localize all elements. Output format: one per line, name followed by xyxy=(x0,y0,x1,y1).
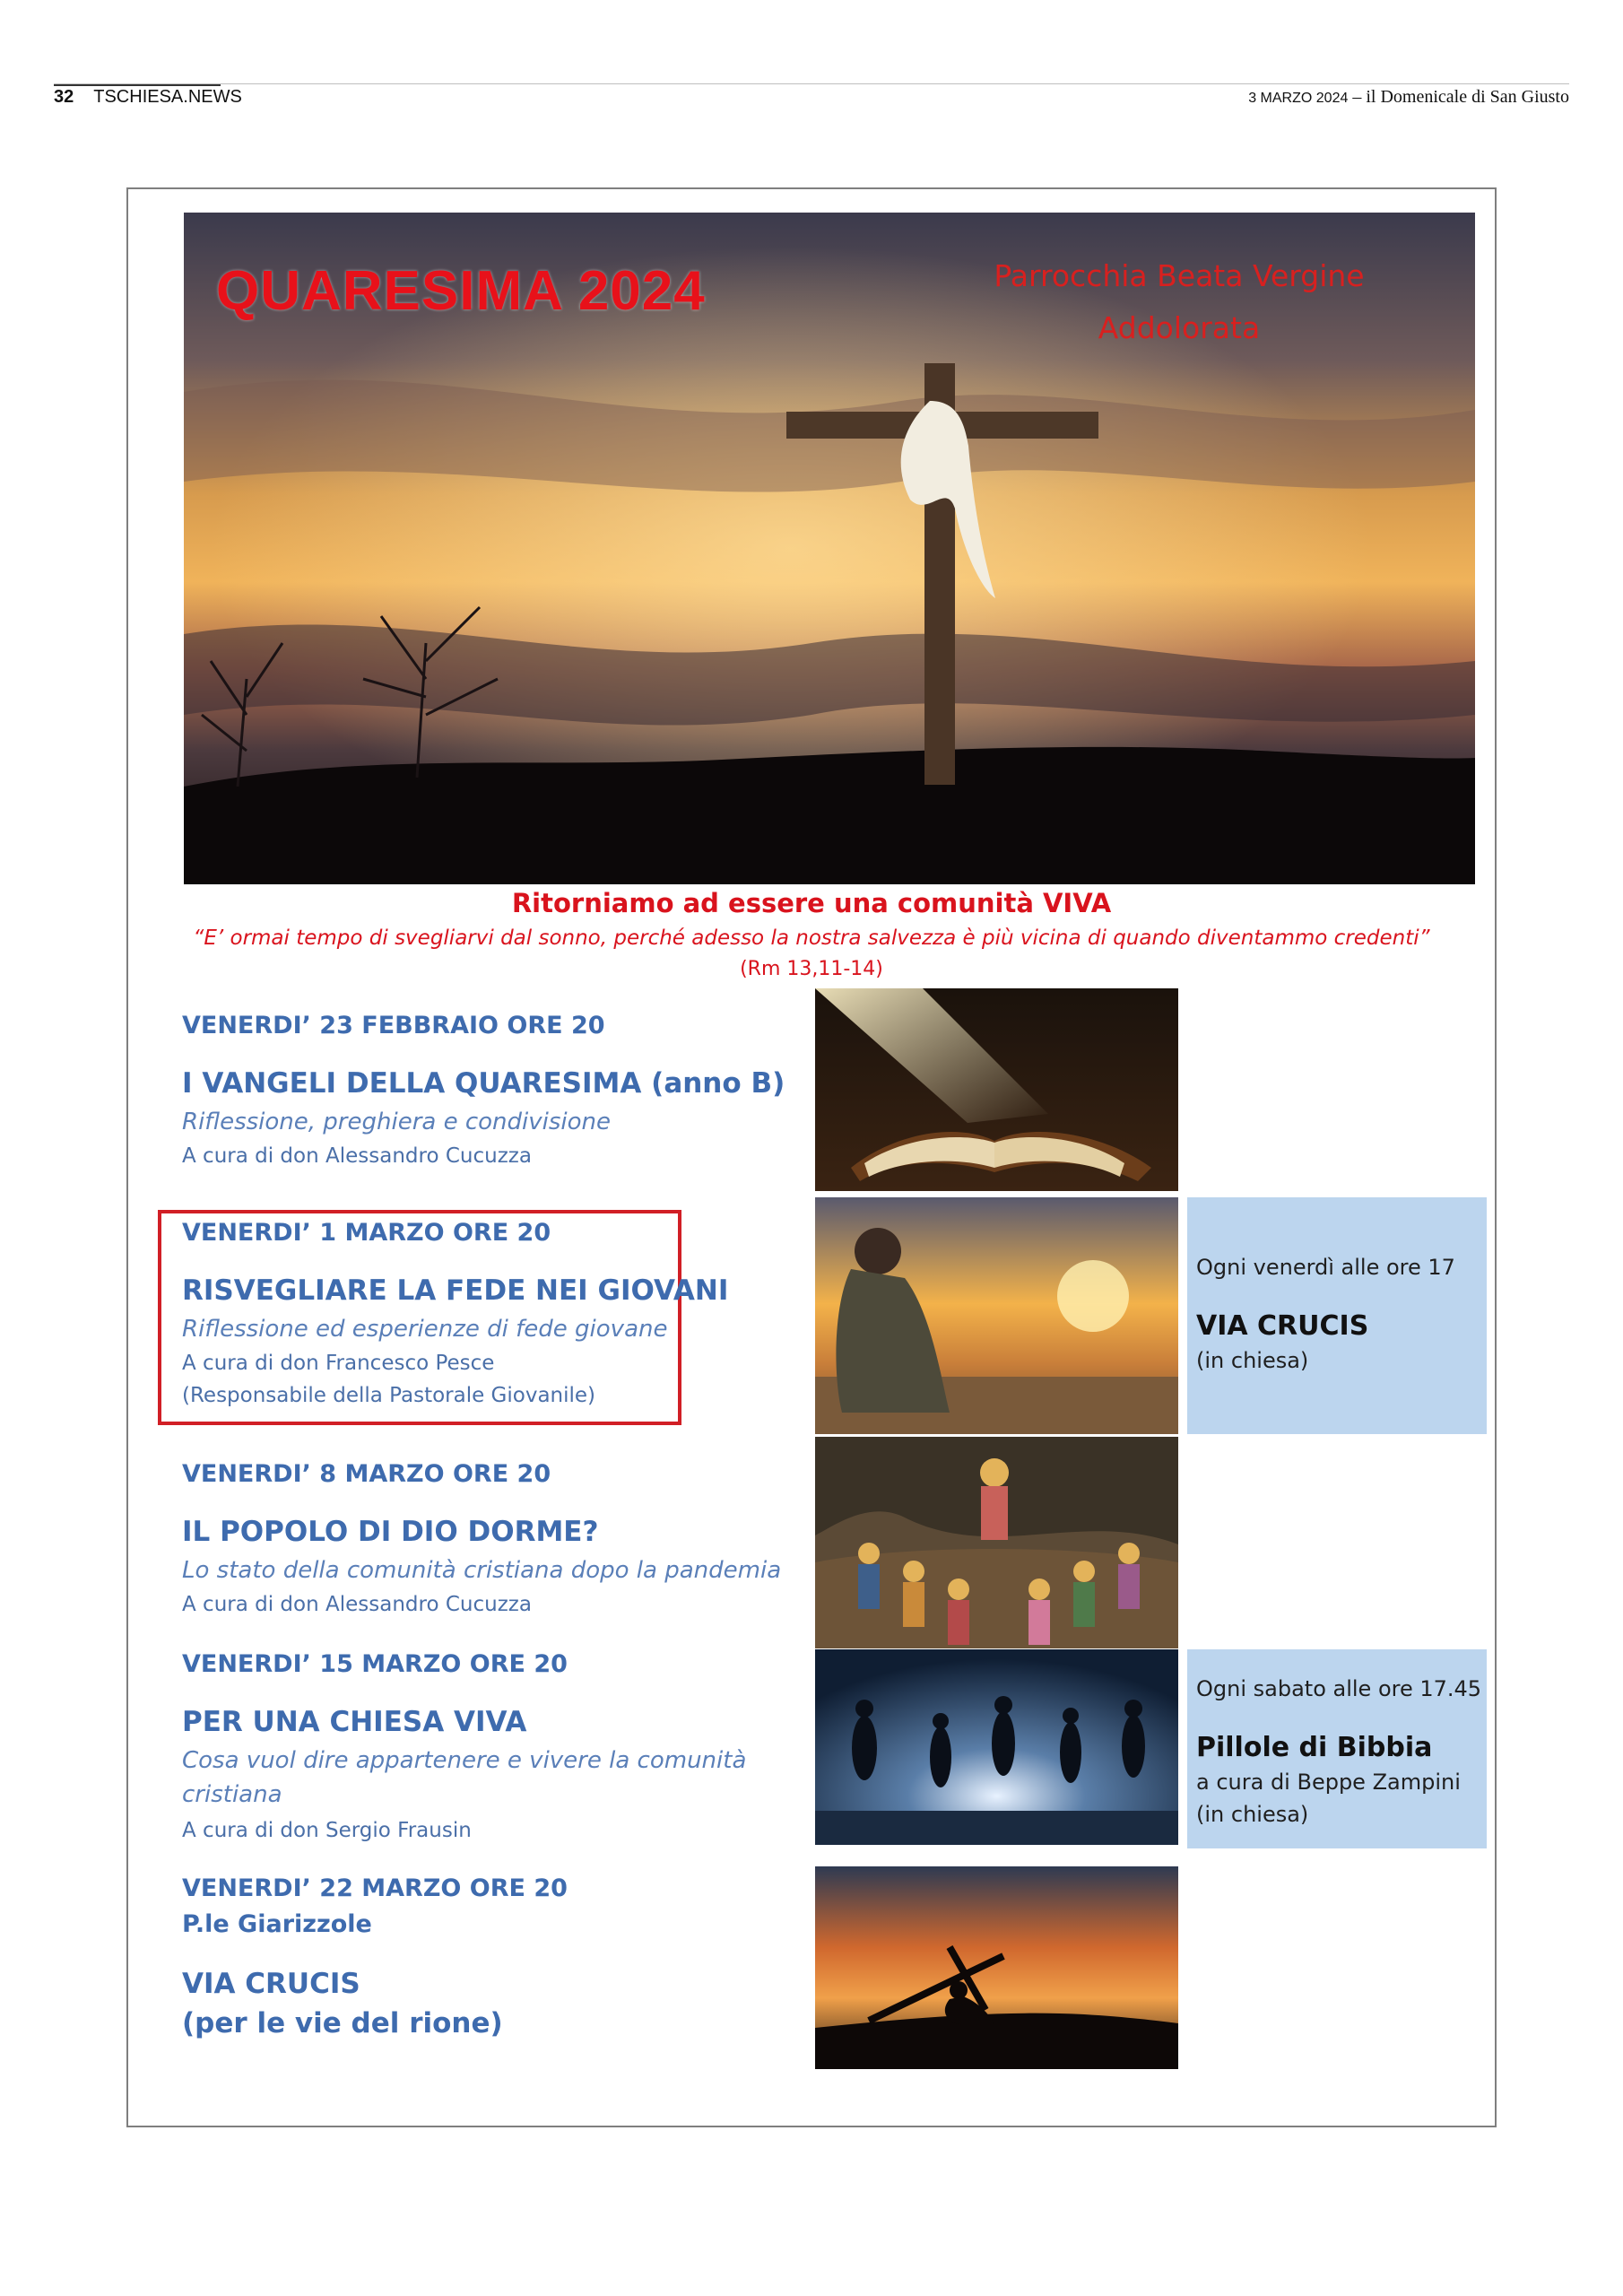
event-title-subtitle: (per le vie del rione) xyxy=(182,2007,503,2039)
parish-name-line1: Parrocchia Beata Vergine xyxy=(994,258,1365,293)
issue-date: 3 MARZO 2024 xyxy=(1248,91,1349,106)
thumb-pentecost xyxy=(815,1437,1178,1648)
event-organizer: A cura di don Francesco Pesce xyxy=(182,1352,495,1375)
header-rule-accent xyxy=(54,84,221,86)
publication-name: il Domenicale di San Giusto xyxy=(1366,87,1569,107)
event-description: Riflessione, preghiera e condivisione xyxy=(182,1109,612,1135)
hero-image xyxy=(184,213,1475,884)
event-datetime: VENERDI’ 23 FEBBRAIO ORE 20 xyxy=(182,1012,605,1039)
header-rule xyxy=(54,83,1569,84)
pentecost-painting-image xyxy=(815,1437,1178,1648)
side-box-title: Pillole di Bibbia xyxy=(1196,1732,1433,1763)
jesus-carrying-cross-image xyxy=(815,1866,1178,2069)
event-description: Cosa vuol dire appartenere e vivere la comunità cristiana xyxy=(182,1747,747,1808)
motto-title: Ritorniamo ad essere una comunità VIVA xyxy=(511,888,1112,918)
side-box-schedule: Ogni sabato alle ore 17.45 xyxy=(1196,1676,1482,1701)
event-organizer: A cura di don Sergio Frausin xyxy=(182,1819,472,1842)
event-title: VIA CRUCIS xyxy=(182,1968,360,2000)
side-box-organizer: a cura di Beppe Zampini xyxy=(1196,1770,1461,1795)
event-place: P.le Giarizzole xyxy=(182,1910,372,1938)
side-box-bible xyxy=(1187,1649,1487,1848)
side-box-note: (in chiesa) xyxy=(1196,1802,1309,1827)
event-datetime: VENERDI’ 8 MARZO ORE 20 xyxy=(182,1460,551,1488)
thumb-via-crucis xyxy=(815,1866,1178,2069)
site-name[interactable]: TSCHIESA.NEWS xyxy=(93,87,242,107)
event-title: RISVEGLIARE LA FEDE NEI GIOVANI xyxy=(182,1274,729,1307)
parish-name-line2: Addolorata xyxy=(1098,310,1261,345)
side-box-title: VIA CRUCIS xyxy=(1196,1310,1369,1342)
event-organizer-role: (Responsabile della Pastorale Giovanile) xyxy=(182,1384,596,1407)
side-box-schedule: Ogni venerdì alle ore 17 xyxy=(1196,1255,1455,1280)
motto-quote: “E’ ormai tempo di svegliarvi dal sonno, perché adesso la nostra salvezza è più vicina di quando diventammo credenti” xyxy=(193,926,1430,950)
event-datetime: VENERDI’ 1 MARZO ORE 20 xyxy=(182,1219,551,1247)
event-title: PER UNA CHIESA VIVA xyxy=(182,1706,527,1738)
side-box-note: (in chiesa) xyxy=(1196,1348,1309,1373)
event-description: Riflessione ed esperienze di fede giovane xyxy=(182,1316,668,1343)
event-organizer: A cura di don Alessandro Cucuzza xyxy=(182,1144,532,1168)
open-bible-light-image xyxy=(815,988,1178,1191)
side-box-via-crucis xyxy=(1187,1197,1487,1434)
poster-title: QUARESIMA 2024 xyxy=(216,260,706,322)
event-organizer: A cura di don Alessandro Cucuzza xyxy=(182,1593,532,1616)
event-datetime: VENERDI’ 15 MARZO ORE 20 xyxy=(182,1650,568,1678)
event-title: IL POPOLO DI DIO DORME? xyxy=(182,1516,599,1548)
header-left xyxy=(54,87,242,108)
parish-name xyxy=(973,250,1385,354)
young-person-sunset-image xyxy=(815,1197,1178,1434)
event-datetime: VENERDI’ 22 MARZO ORE 20 xyxy=(182,1874,568,1902)
thumb-bible xyxy=(815,988,1178,1191)
date-separator: – xyxy=(1352,87,1362,107)
jumping-silhouettes-image xyxy=(815,1649,1178,1845)
header-right xyxy=(1248,87,1569,108)
motto-reference: (Rm 13,11-14) xyxy=(740,958,883,980)
thumb-jumping xyxy=(815,1649,1178,1845)
page-number: 32 xyxy=(54,87,74,107)
event-title: I VANGELI DELLA QUARESIMA (anno B) xyxy=(182,1067,785,1100)
event-description: Lo stato della comunità cristiana dopo la pandemia xyxy=(182,1557,782,1584)
thumb-youth xyxy=(815,1197,1178,1434)
